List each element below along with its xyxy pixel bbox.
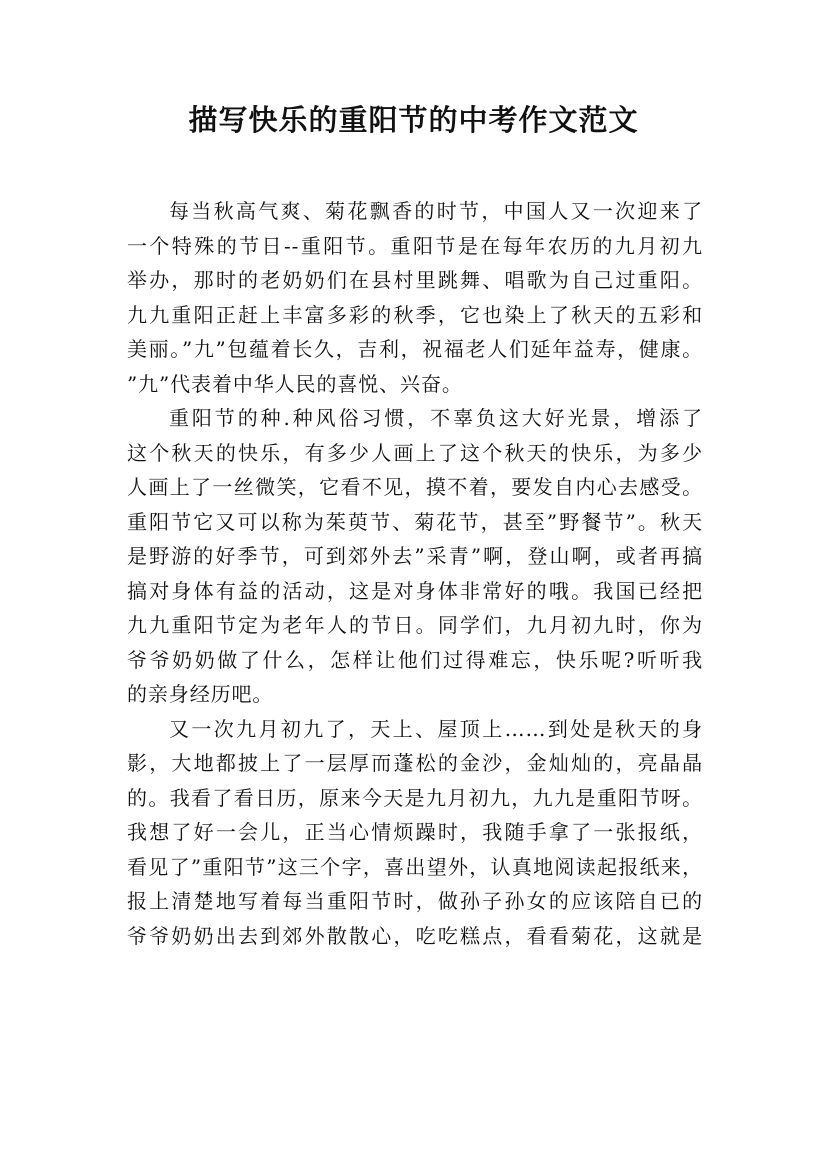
paragraph-line: 一个特殊的节日--重阳节。重阳节是在每年农历的九月初九 [127,233,703,258]
paragraph-line: 看见了”重阳节”这三个字，喜出望外，认真地阅读起报纸来， [127,854,703,879]
paragraph-line: 的。我看了看日历，原来今天是九月初九，九九是重阳节呀。 [127,785,703,810]
paragraph-line: 爷爷奶奶做了什么，怎样让他们过得难忘，快乐呢?听听我 [127,647,703,672]
document-body [127,194,703,953]
document-title: 描写快乐的重阳节的中考作文范文 [188,103,639,137]
paragraph-line: 影，大地都披上了一层厚而蓬松的金沙，金灿灿的，亮晶晶 [127,751,703,775]
paragraph-line: 重阳节它又可以称为茱萸节、菊花节，甚至”野餐节”。秋天 [127,509,703,534]
paragraph-line: 人画上了一丝微笑，它看不见，摸不着，要发自内心去感受。 [127,475,703,499]
paragraph-line: 九九重阳节定为老年人的节日。同学们，九月初九时，你为 [127,613,703,637]
paragraph-line: 重阳节的种.种风俗习惯，不辜负这大好光景，增添了 [169,406,703,430]
paragraph-line: 这个秋天的快乐，有多少人画上了这个秋天的快乐，为多少 [127,440,703,465]
paragraph-line: 美丽。”九”包蕴着长久，吉利，祝福老人们延年益寿，健康。 [127,337,703,361]
paragraph-line: 每当秋高气爽、菊花飘香的时节，中国人又一次迎来了 [169,199,703,223]
paragraph-line: 报上清楚地写着每当重阳节时，做孙子孙女的应该陪自已的 [127,889,703,913]
paragraph-line: 是野游的好季节，可到郊外去”采青”啊，登山啊，或者再搞 [127,544,703,568]
paragraph-line: 我想了好一会儿，正当心情烦躁时，我随手拿了一张报纸， [127,820,703,844]
paragraph-line: 爷爷奶奶出去到郊外散散心，吃吃糕点，看看菊花，这就是 [127,923,703,948]
paragraph-line: 九九重阳正赶上丰富多彩的秋季，它也染上了秋天的五彩和 [127,302,703,327]
paragraph-line: 举办，那时的老奶奶们在县村里跳舞、唱歌为自己过重阳。 [127,268,703,292]
paragraph-line: ”九”代表着中华人民的喜悦、兴奋。 [127,371,463,396]
paragraph-line: 搞对身体有益的活动，这是对身体非常好的哦。我国已经把 [127,578,703,603]
paragraph-line: 又一次九月初九了，天上、屋顶上……到处是秋天的身 [169,716,703,741]
paragraph-line: 的亲身经历吧。 [127,682,274,706]
